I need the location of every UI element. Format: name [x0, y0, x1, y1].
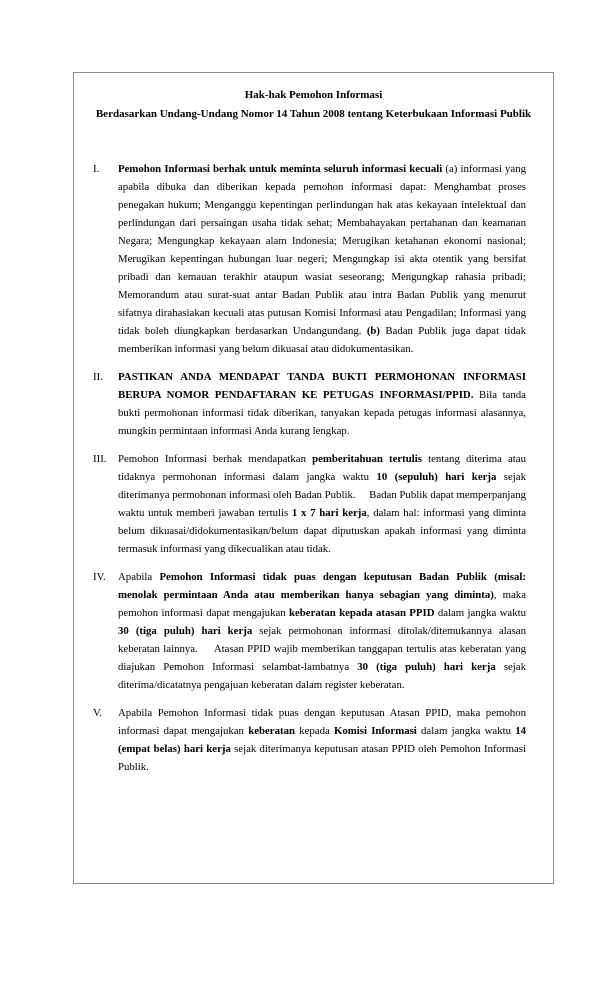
document-sheet — [73, 72, 554, 884]
page-subtitle: Berdasarkan Undang-Undang Nomor 14 Tahun 2008 tentang Keterbukaan Informasi Publik — [95, 108, 532, 120]
item-paragraph: Pemohon Informasi berhak mendapatkan pemberitahuan tertulis tentang diterima atau tidaknya permohonan informasi dalam jangka waktu 10 (sepuluh) hari kerja sejak diterimanya permohonan informasi oleh Badan Publik. Badan Publik dapat memperpanjang waktu untuk memberi jawaban tertulis 1 x 7 hari kerja, dalam hal: informasi yang diminta belum dikuasai/didokumentasikan/belum dapat diputuskan apakah informasi yang diminta termasuk informasi yang dikecualikan atau tidak. — [118, 453, 527, 555]
item-paragraph: Pemohon Informasi berhak untuk meminta seluruh informasi kecuali (a) informasi yang apabila dibuka dan diberikan kepada pemohon informasi dapat: Menghambat proses penegakan hukum; Menganggu kepentingan perlindungan hak atas kekayaan intelektual dan perlindungan dari persaingan usaha tidak sehat; Membahayakan pertahanan dan keamanan Negara; Mengungkap kekayaan alam Indonesia; Merugikan ketahanan ekonomi nasional; Merugikan kepentingan hubungan luar negeri; Mengungkap isi akta otentik yang bersifat pribadi dan kemauan terakhir ataupun wasiat seseorang; Mengungkap rahasia pribadi; Memorandum atau surat-suat antar Badan Publik atau intra Badan Publik yang menurut sifatnya dirahasiakan kecuali atas putusan Komisi Informasi atau Pengadilan; Informasi yang tidak boleh diungkapkan berdasarkan Undangundang. (b) Badan Publik juga dapat tidak memberikan informasi yang belum dikuasai atau didokumentasikan. — [118, 163, 527, 355]
item-paragraph: PASTIKAN ANDA MENDAPAT TANDA BUKTI PERMOHONAN INFORMASI BERUPA NOMOR PENDAFTARAN KE PETUGAS INFORMASI/PPID. Bila tanda bukti permohonan informasi tidak diberikan, tanyakan kepada petugas informasi alasannya, mungkin permintaan informasi Anda kurang lengkap. — [118, 371, 526, 437]
document-header — [74, 86, 553, 124]
rights-list — [74, 160, 553, 776]
item-numeral: I. — [93, 163, 100, 175]
page-title: Hak-hak Pemohon Informasi — [244, 89, 383, 101]
item-paragraph: Apabila Pemohon Informasi tidak puas dengan keputusan Atasan PPID, maka pemohon informasi dapat mengajukan keberatan kepada Komisi Informasi dalam jangka waktu 14 (empat belas) hari kerja sejak diterimanya keputusan atasan PPID oleh Pemohon Informasi Publik. — [118, 707, 527, 773]
item-numeral: II. — [93, 371, 103, 383]
item-paragraph: Apabila Pemohon Informasi tidak puas dengan keputusan Badan Publik (misal: menolak permintaan Anda atau memberikan hanya sebagian yang diminta), maka pemohon informasi dapat mengajukan keberatan kepada atasan PPID dalam jangka waktu 30 (tiga puluh) hari kerja sejak permohonan informasi ditolak/ditemukannya alasan keberatan lainnya. Atasan PPID wajib memberikan tanggapan tertulis atas keberatan yang diajukan Pemohon Informasi selambat-lambatnya 30 (tiga puluh) hari kerja sejak diterima/dicatatnya pengajuan keberatan dalam register keberatan. — [118, 571, 526, 691]
list-item-5 — [93, 704, 526, 776]
list-item-2 — [93, 368, 526, 440]
list-item-3 — [93, 450, 526, 558]
list-item-4 — [93, 568, 526, 694]
item-numeral: V. — [93, 707, 103, 719]
list-item-1 — [93, 160, 526, 358]
item-numeral: III. — [93, 453, 107, 465]
item-numeral: IV. — [93, 571, 106, 583]
